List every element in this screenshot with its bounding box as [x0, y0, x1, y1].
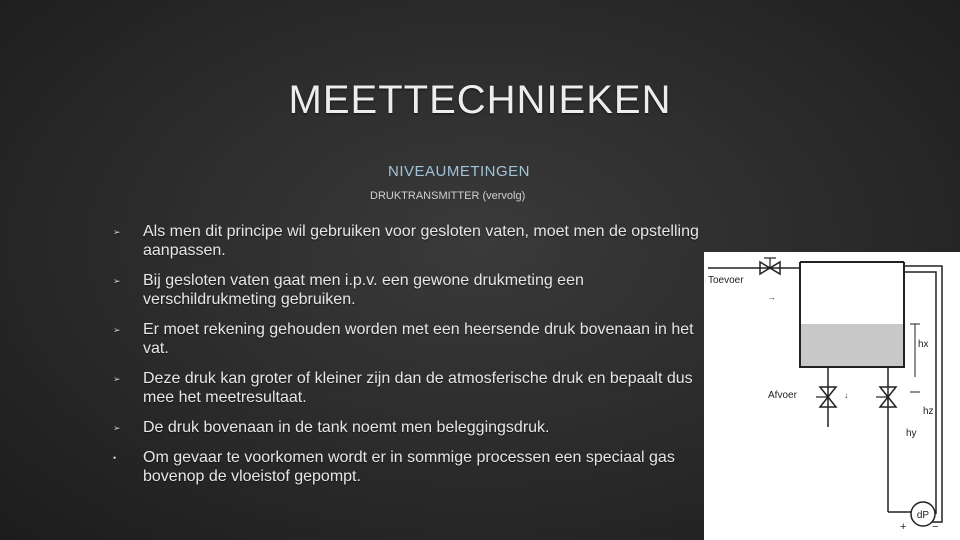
bullet-arrow-icon: ➢ — [113, 423, 121, 433]
bullet-arrow-icon: ➢ — [113, 325, 121, 335]
bullet-item — [113, 369, 703, 407]
slide-subtitle: NIVEAUMETINGEN — [388, 163, 531, 180]
bullet-list — [113, 222, 703, 497]
outlet-label: Afvoer — [768, 390, 797, 401]
inlet-label: Toevoer — [708, 275, 744, 286]
dp-label: dP — [916, 510, 930, 521]
plus-label: + — [900, 521, 907, 533]
bullet-text: Er moet rekening gehouden worden met een heersende druk bovenaan in het vat. — [143, 321, 694, 357]
bullet-arrow-icon: ➢ — [113, 374, 121, 384]
bullet-arrow-icon: ➢ — [113, 227, 121, 237]
minus-label: − — [932, 521, 939, 533]
outlet-arrow-icon: ↓ — [844, 390, 849, 400]
bullet-text: Als men dit principe wil gebruiken voor gesloten vaten, moet men de opstelling aanpassen. — [143, 223, 699, 259]
hz-label: hz — [923, 406, 934, 417]
reference-leg-inner — [904, 272, 936, 514]
bullet-text: De druk bovenaan in de tank noemt men beleggingsdruk. — [143, 419, 550, 436]
bullet-item — [113, 448, 703, 486]
bullet-item — [113, 418, 703, 437]
bullet-text: Om gevaar te voorkomen wordt er in sommige processen een speciaal gas bovenop de vloeistof gepompt. — [143, 449, 675, 485]
tank-diagram — [704, 252, 960, 540]
bullet-text: Deze druk kan groter of kleiner zijn dan de atmosferische druk en bepaalt dus mee het meetresultaat. — [143, 370, 693, 406]
slide-title: MEETTECHNIEKEN — [288, 78, 672, 122]
bullet-item — [113, 320, 703, 358]
bullet-item — [113, 222, 703, 260]
inlet-arrow-icon: → — [767, 292, 776, 302]
bullet-item — [113, 271, 703, 309]
tank-diagram-svg — [704, 252, 960, 540]
slide-subsubtitle: DRUKTRANSMITTER (vervolg) — [370, 190, 526, 202]
hx-label: hx — [918, 339, 929, 350]
hy-label: hy — [906, 428, 917, 439]
bullet-arrow-icon: ➢ — [113, 276, 121, 286]
bullet-text: Bij gesloten vaten gaat men i.p.v. een gewone drukmeting een verschildrukmeting gebruiken. — [143, 272, 584, 308]
liquid-fill — [800, 324, 904, 367]
bullet-dot-icon: • — [113, 453, 117, 463]
